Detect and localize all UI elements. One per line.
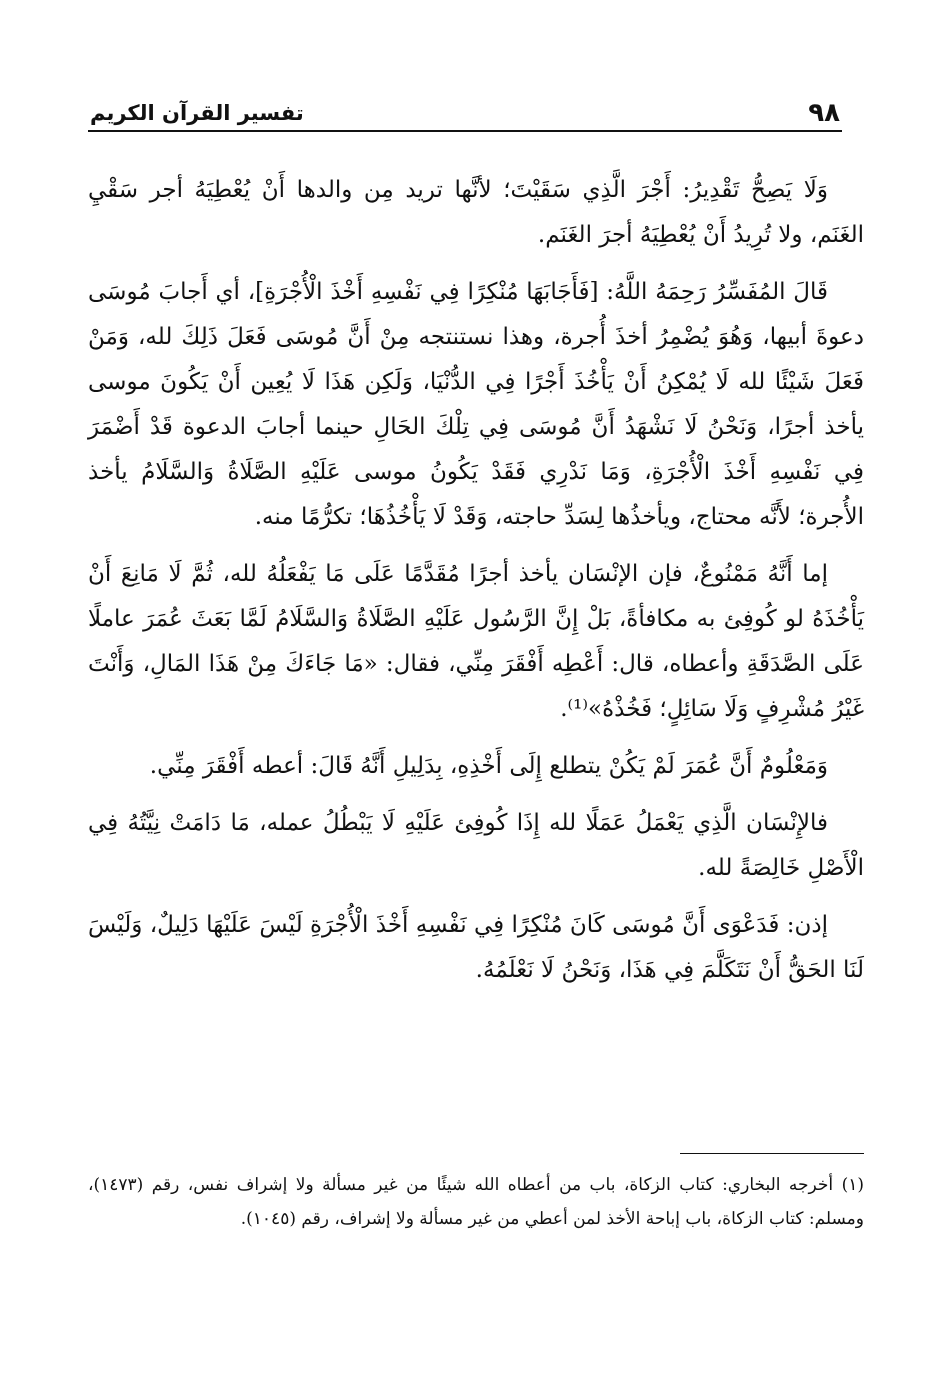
paragraph-6: إذن: فَدَعْوَى أَنَّ مُوسَى كَانَ مُنْكِرًا فِي نَفْسِهِ أَخْذَ الْأُجْرَةِ لَيْسَ عَلَيْهَا دَلِيلٌ، وَلَيْسَ لَنَا الحَقُّ أَنْ نَتَكَلَّمَ فِي هَذَا، وَنَحْنُ لَا نَعْلَمُهُ. [88,912,864,983]
paragraph-1: وَلَا يَصِحُّ تَقْدِيرُ: أَجْرَ الَّذِي سَقَيْتَ؛ لأنَّها تريد مِن والدها أَنْ يُعْطِيَهُ أجر سَقْيِ الغَنَم، ولا تُرِيدُ أَنْ يُعْطِيَهُ أجرَ الغَنَم. [88,177,864,248]
page-number: ٩٨ [808,98,840,128]
paragraph-4: وَمَعْلُومٌ أَنَّ عُمَرَ لَمْ يَكُنْ يتطلع إِلَى أَخْذِهِ، بِدَلِيلِ أَنَّهُ قَالَ: أعطه أَفْقَرَ مِنِّي. [149,753,828,779]
paragraph-2: قَالَ المُفَسِّرُ رَحِمَهُ اللَّهُ: [فَأَجَابَهَا مُنْكِرًا فِي نَفْسِهِ أَخْذَ الْأُجْرَةِ]، أي أَجابَ مُوسَى دعوةَ أبيها، وَهُوَ يُضْمِرُ أخذَ أُجرة، وهذا نستنتجه مِنْ أَنَّ مُوسَى فَعَلَ ذَلِكَ لله، وَمَنْ فَعَلَ شَيْئًا لله لَا يُمْكِنُ أَنْ يَأْخُذَ أَجْرًا فِي الدُّنْيَا، وَلَكِن هَذَا لَا يُعِين أَنْ يَكُونَ موسى يأخذ أجرًا، وَنَحْنُ لَا نَشْهَدُ أَنَّ مُوسَى فِي تِلْكَ الحَالِ حينما أجابَ الدعوة قَدْ أَضْمَرَ فِي نَفْسِهِ أَخْذَ الْأُجْرَةِ، وَمَا نَدْرِي فَقَدْ يَكُونُ موسى عَلَيْهِ الصَّلَاةُ وَالسَّلَامُ يأخذ الأُجرة؛ لأَنَّه محتاج، ويأخذُها لِسَدِّ حاجته، وَقَدْ لَا يَأْخُذُهَا؛ تكرُّمًا منه. [88,279,864,530]
paragraph-3: إما أَنَّهُ مَمْنُوعٌ، فإن الإنْسَان يأخذ أجرًا مُقَدَّمًا عَلَى مَا يَفْعَلُهُ لله، ثُمَّ لَا مَانِعَ أَنْ يَأْخُذَهُ لو كُوفِئ به مكافأةً، بَلْ إِنَّ الرَّسُول عَلَيْهِ الصَّلَاةُ وَالسَّلَامُ لَمَّا بَعَثَ عُمَرَ عاملًا عَلَى الصَّدَقَةِ وأعطاه، قال: أَعْطِه أَفْقَرَ مِنِّي، فقال: «مَا جَاءَكَ مِنْ هَذَا المَالِ، وَأَنْتَ غَيْرُ مُشْرِفٍ وَلَا سَائِلٍ؛ فَخُذْهُ»⁽¹⁾. [88,561,864,722]
header-rule [88,130,842,132]
body-text [88,168,864,1005]
page-header [90,92,840,128]
running-title: تفسير القرآن الكريم [90,101,304,125]
paragraph-5: فالإِنْسَان الَّذِي يَعْمَلُ عَمَلًا لله إِذَا كُوفِئ عَلَيْهِ لَا يَبْطُلُ عمله، مَا دَامَتْ نِيَّتُهُ فِي الْأَصْلِ خَالِصَةً لله. [88,810,864,881]
footnote-rule [680,1153,864,1154]
footnote: (١) أخرجه البخاري: كتاب الزكاة، باب من أعطاه الله شيئًا من غير مسألة ولا إشراف نفس، رقم (١٤٧٣)، ومسلم: كتاب الزكاة، باب إباحة الأخذ لمن أعطي من غير مسألة ولا إشراف، رقم (١٠٤٥). [88,1175,864,1229]
